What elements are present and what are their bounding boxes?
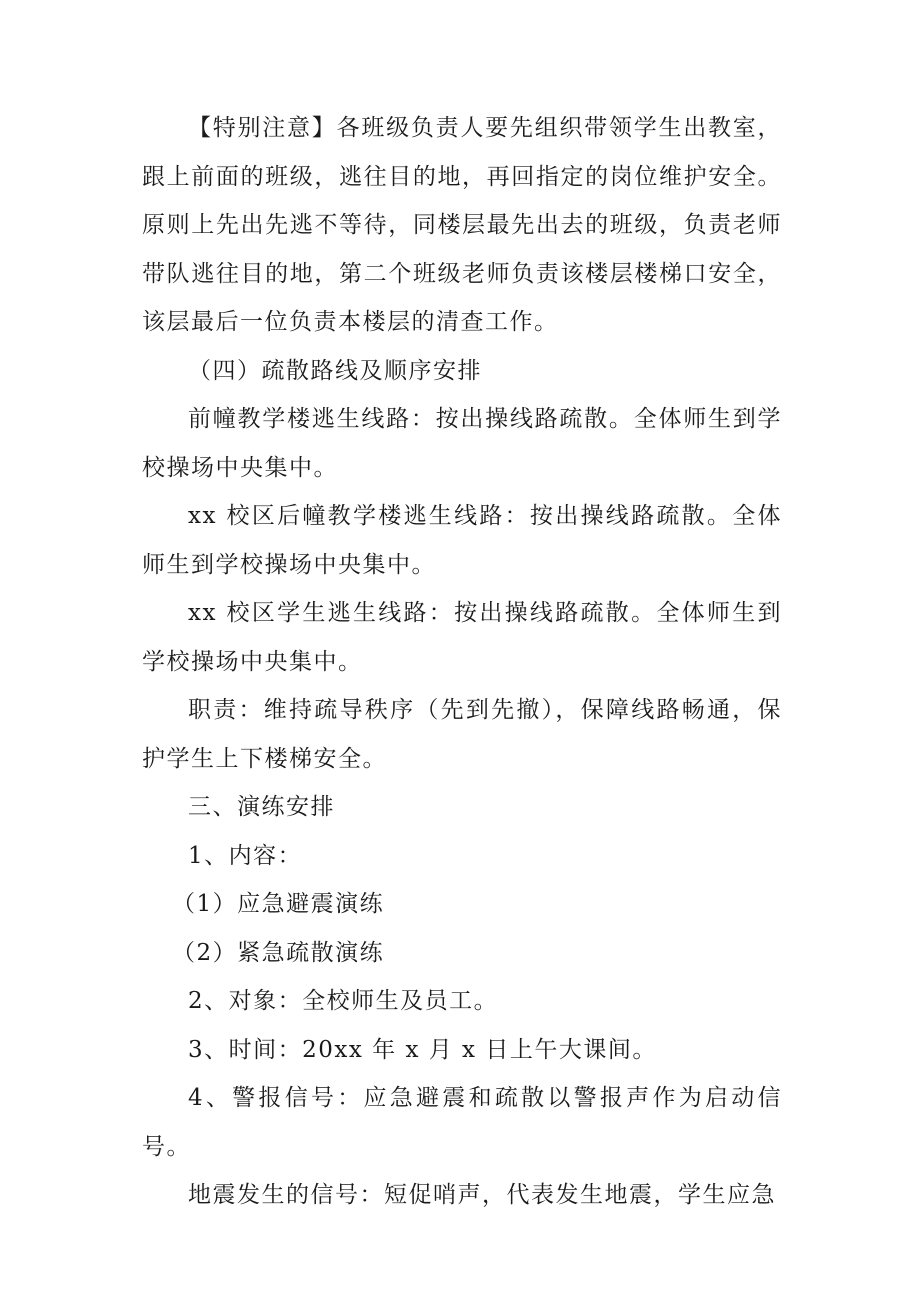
paragraph-back-building-route: xx 校区后幢教学楼逃生线路：按出操线路疏散。全体师生到学校操场中央集中。 — [142, 503, 782, 578]
paragraph-section-drill-arrangement: 三、演练安排 — [188, 794, 335, 820]
paragraph-target: 2、对象：全校师生及员工。 — [188, 988, 499, 1014]
paragraph-time: 3、时间：20xx 年 x 月 x 日上午大课间。 — [188, 1036, 657, 1063]
paragraph-content-item-1: （1）应急避震演练 — [172, 891, 385, 917]
paragraph-content-heading: 1、内容： — [188, 842, 303, 869]
paragraph-alarm-signal: 4、警报信号：应急避震和疏散以警报声作为启动信号。 — [142, 1085, 782, 1160]
paragraph-section-evacuation-routes: （四）疏散路线及顺序安排 — [188, 357, 482, 384]
paragraph-front-building-route: 前幢教学楼逃生线路：按出操线路疏散。全体师生到学校操场中央集中。 — [142, 406, 782, 481]
paragraph-earthquake-signal: 地震发生的信号：短促哨声，代表发生地震，学生应急 — [188, 1182, 776, 1208]
paragraph-duties: 职责：维持疏导秩序（先到先撤），保障线路畅通，保护学生上下楼梯安全。 — [142, 697, 782, 772]
paragraph-content-item-2: （2）紧急疏散演练 — [172, 939, 385, 966]
paragraph-student-route: xx 校区学生逃生线路：按出操线路疏散。全体师生到学校操场中央集中。 — [142, 600, 782, 675]
document-body — [142, 104, 782, 1220]
paragraph-special-notice: 【特别注意】各班级负责人要先组织带领学生出教室，跟上前面的班级，逃往目的地，再回指定的岗位维护安全。原则上先出先逃不等待，同楼层最先出去的班级，负责老师带队逃往目的地，第二个班级老师负责该楼层楼梯口安全，该层最后一位负责本楼层的清查工作。 — [142, 115, 782, 335]
